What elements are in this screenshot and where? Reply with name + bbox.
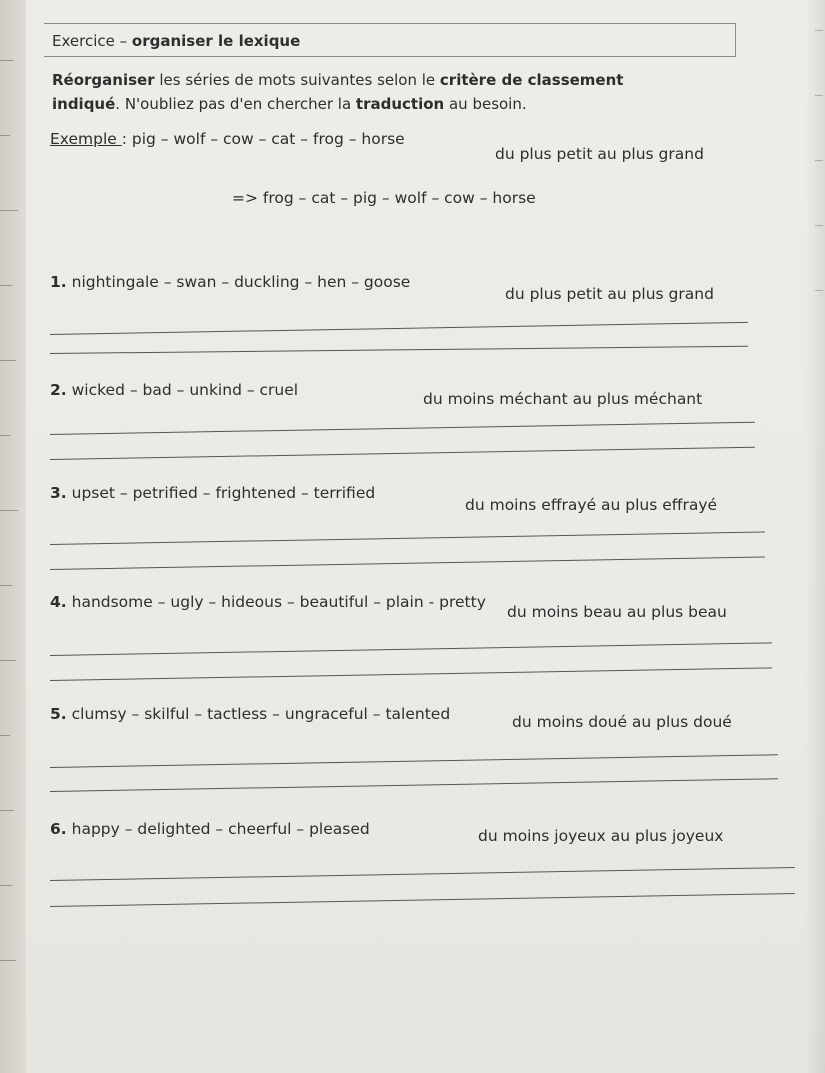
margin-mark [0, 660, 16, 661]
item-series: wicked – bad – unkind – cruel [71, 381, 299, 399]
margin-mark [0, 360, 16, 361]
item-number: 3. [50, 484, 67, 502]
item-series: happy – delighted – cheerful – pleased [71, 820, 370, 838]
example-series: : pig – wolf – cow – cat – frog – horse [121, 130, 405, 148]
exercise-topic: organiser le lexique [131, 32, 301, 50]
edge-mark [815, 30, 823, 31]
item-series: clumsy – skilful – tactless – ungraceful – talented [71, 705, 451, 723]
item-words [50, 705, 450, 723]
example-words [50, 130, 405, 148]
item-criterion: du moins doué au plus doué [512, 713, 732, 731]
instructions [52, 68, 752, 116]
exercise-title-box [44, 23, 736, 57]
margin-mark [0, 735, 10, 736]
exercise-label: Exercice [52, 32, 115, 50]
item-number: 2. [50, 381, 67, 399]
item-words [50, 593, 486, 611]
page-edge [805, 0, 825, 1073]
instruction-criterion: critère de classement [439, 71, 624, 89]
instruction-verb: Réorganiser [52, 71, 155, 89]
item-criterion: du moins beau au plus beau [507, 603, 727, 621]
instruction-translation: traduction [355, 95, 445, 113]
item-criterion: du moins joyeux au plus joyeux [478, 827, 724, 845]
instruction-indicated: indiqué [52, 95, 116, 113]
example-answer: => frog – cat – pig – wolf – cow – horse [232, 189, 536, 207]
edge-mark [815, 290, 823, 291]
edge-mark [815, 160, 823, 161]
margin-mark [0, 60, 14, 61]
item-words [50, 273, 410, 291]
margin-mark [0, 510, 18, 511]
margin-mark [0, 885, 12, 886]
title-separator: – [119, 32, 128, 50]
example-label: Exemple [50, 130, 122, 148]
exercise-title [52, 32, 300, 50]
item-series: upset – petrified – frightened – terrified [71, 484, 376, 502]
item-criterion: du moins méchant au plus méchant [423, 390, 703, 408]
margin-mark [0, 810, 14, 811]
item-words [50, 484, 375, 502]
item-number: 6. [50, 820, 67, 838]
margin-mark [0, 435, 10, 436]
instruction-text: les séries de mots suivantes selon le [154, 71, 440, 89]
example-criterion: du plus petit au plus grand [495, 145, 704, 163]
margin-mark [0, 210, 18, 211]
margin-mark [0, 285, 12, 286]
margin-mark [0, 960, 16, 961]
item-criterion: du plus petit au plus grand [505, 285, 714, 303]
item-number: 4. [50, 593, 67, 611]
instruction-text-3: au besoin. [444, 95, 527, 113]
edge-mark [815, 225, 823, 226]
item-series: nightingale – swan – duckling – hen – goose [71, 273, 411, 291]
item-number: 5. [50, 705, 67, 723]
item-criterion: du moins effrayé au plus effrayé [465, 496, 718, 514]
margin-mark [0, 585, 12, 586]
item-series: handsome – ugly – hideous – beautiful – plain - pretty [71, 593, 486, 611]
item-words [50, 381, 298, 399]
margin-mark [0, 135, 10, 136]
instruction-text-2: . N'oubliez pas d'en chercher la [115, 95, 356, 113]
edge-mark [815, 95, 823, 96]
item-words [50, 820, 370, 838]
item-number: 1. [50, 273, 67, 291]
